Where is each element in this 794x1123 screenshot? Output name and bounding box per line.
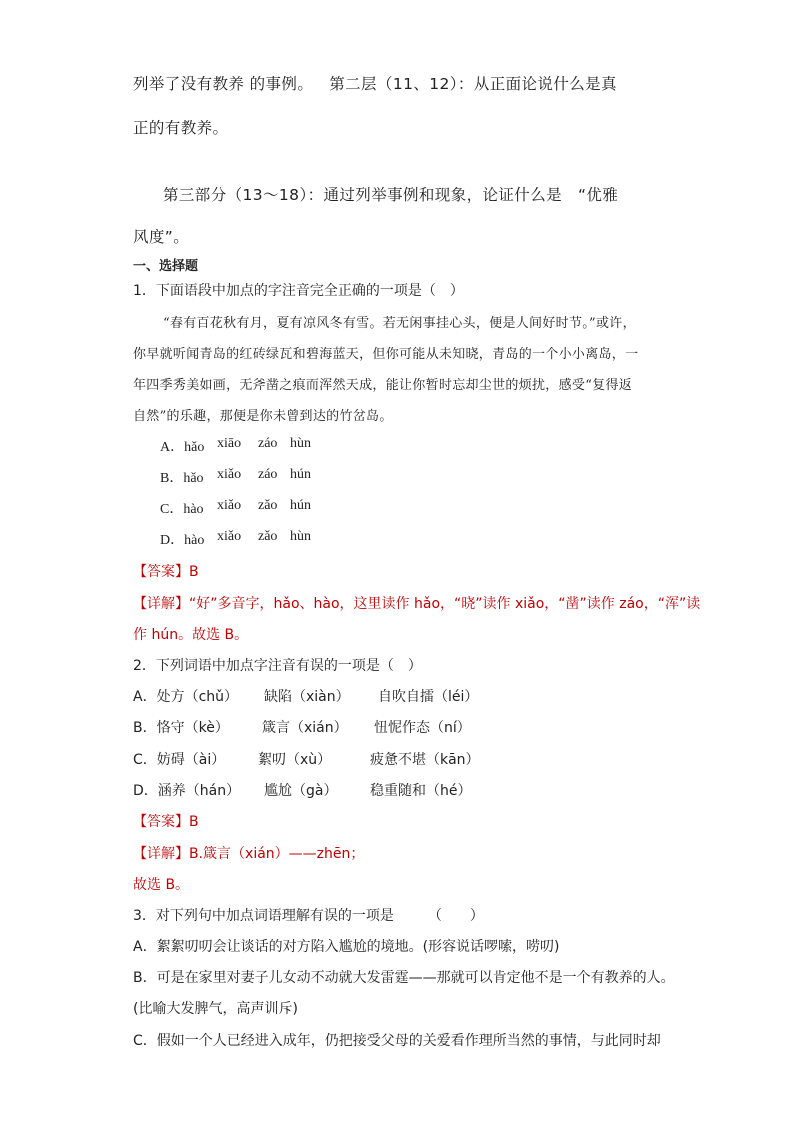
option-text: 稳重随和（hé） <box>370 783 472 799</box>
option-text: hún <box>290 467 311 482</box>
option-text: zǎo <box>258 498 278 513</box>
option-text: záo <box>258 436 278 451</box>
option-text: D．涵养（hán） <box>133 783 241 799</box>
option-text: xiǎo <box>217 498 242 513</box>
q3-stem <box>133 905 484 925</box>
option-text: záo <box>258 467 278 482</box>
intro-line-1 <box>133 72 617 94</box>
option-text: hùn <box>290 529 311 544</box>
option-text: zǎo <box>258 529 278 544</box>
option-text: 絮叨（xù） <box>258 752 332 768</box>
option-text: B．恪守（kè） <box>133 720 229 736</box>
q3-stem-text: 3．对下列句中加点词语理解有误的一项是 <box>133 908 394 924</box>
option-text: 缺陷（xiàn） <box>264 689 350 705</box>
intro-text: 第三部分（13～18）：通过列举事例和现象，论证什么是 <box>163 186 562 204</box>
option-text: 忸怩作态（ní） <box>374 720 471 736</box>
option-text: hún <box>290 498 311 513</box>
option-text: 箴言（xián） <box>262 720 348 736</box>
q1-answer: 【答案】B <box>133 564 199 580</box>
option-text: C．hào <box>160 502 204 517</box>
q2-answer: 【答案】B <box>133 814 199 830</box>
q1-passage-line: 年四季秀美如画，无斧凿之痕而浑然天成，能让你暂时忘却尘世的烦扰，感受“复得返 <box>133 378 633 393</box>
section-title: 一、选择题 <box>133 259 199 274</box>
q1-passage-line: 你早就听闻青岛的红砖绿瓦和碧海蓝天，但你可能从未知晓，青岛的一个小小离岛，一 <box>133 347 639 362</box>
option-text: C．妨碍（ài） <box>133 752 226 768</box>
intro-text: “优雅 <box>578 186 619 204</box>
q2-detail-line: 故选 B。 <box>133 877 190 893</box>
option-text: xiǎo <box>217 529 242 544</box>
option-text: A．hǎo <box>160 440 205 455</box>
intro-text: 第二层（11、12）：从正面论说什么是真 <box>329 75 617 93</box>
intro-text: 列举了没有教养 的事例。 <box>133 75 314 93</box>
option-text: 疲惫不堪（kān） <box>370 752 480 768</box>
intro-line-2: 正的有教养。 <box>133 119 229 137</box>
q3-stem-blank: （ ） <box>427 908 484 924</box>
intro-line-3 <box>163 183 618 205</box>
q3-option-b-note: (比喻大发脾气，高声训斥) <box>133 1001 298 1017</box>
option-text: xiǎo <box>217 467 242 482</box>
option-text: B．hǎo <box>160 471 204 486</box>
q1-detail-line: 【详解】“好”多音字，hǎo、hào，这里读作 hǎo，“晓”读作 xiǎo，“凿”读作 záo，“浑”读 <box>133 596 701 612</box>
option-text: D．hào <box>160 533 205 548</box>
q1-stem: 1．下面语段中加点的字注音完全正确的一项是（ ） <box>133 283 464 299</box>
option-text: 尴尬（gà） <box>264 783 338 799</box>
option-text: 自吹自擂（léi） <box>378 689 479 705</box>
q3-option-c[interactable]: C．假如一个人已经进入成年，仍把接受父母的关爱看作理所当然的事情，与此同时却 <box>133 1033 661 1049</box>
q2-stem: 2．下列词语中加点字注音有误的一项是（ ） <box>133 658 422 674</box>
q1-passage-line: “春有百花秋有月，夏有凉风冬有雪。若无闲事挂心头，便是人间好时节。”或许， <box>163 316 636 331</box>
q1-passage-line: 自然”的乐趣，那便是你未曾到达的竹岔岛。 <box>133 409 393 424</box>
q3-option-b[interactable]: B．可是在家里对妻子儿女动不动就大发雷霆——那就可以肯定他不是一个有教养的人。 <box>133 970 675 986</box>
intro-line-4: 风度”。 <box>133 228 190 246</box>
option-text: A．处方（chǔ） <box>133 689 239 705</box>
option-text: hùn <box>290 436 311 451</box>
option-text: xiāo <box>217 436 242 451</box>
q3-option-a[interactable]: A．絮絮叨叨会让谈话的对方陷入尴尬的境地。(形容说话啰嗦，唠叨) <box>133 939 560 955</box>
q1-detail-line: 作 hún。故选 B。 <box>133 627 249 643</box>
q2-detail-line: 【详解】B.箴言（xián）——zhēn； <box>133 846 365 862</box>
